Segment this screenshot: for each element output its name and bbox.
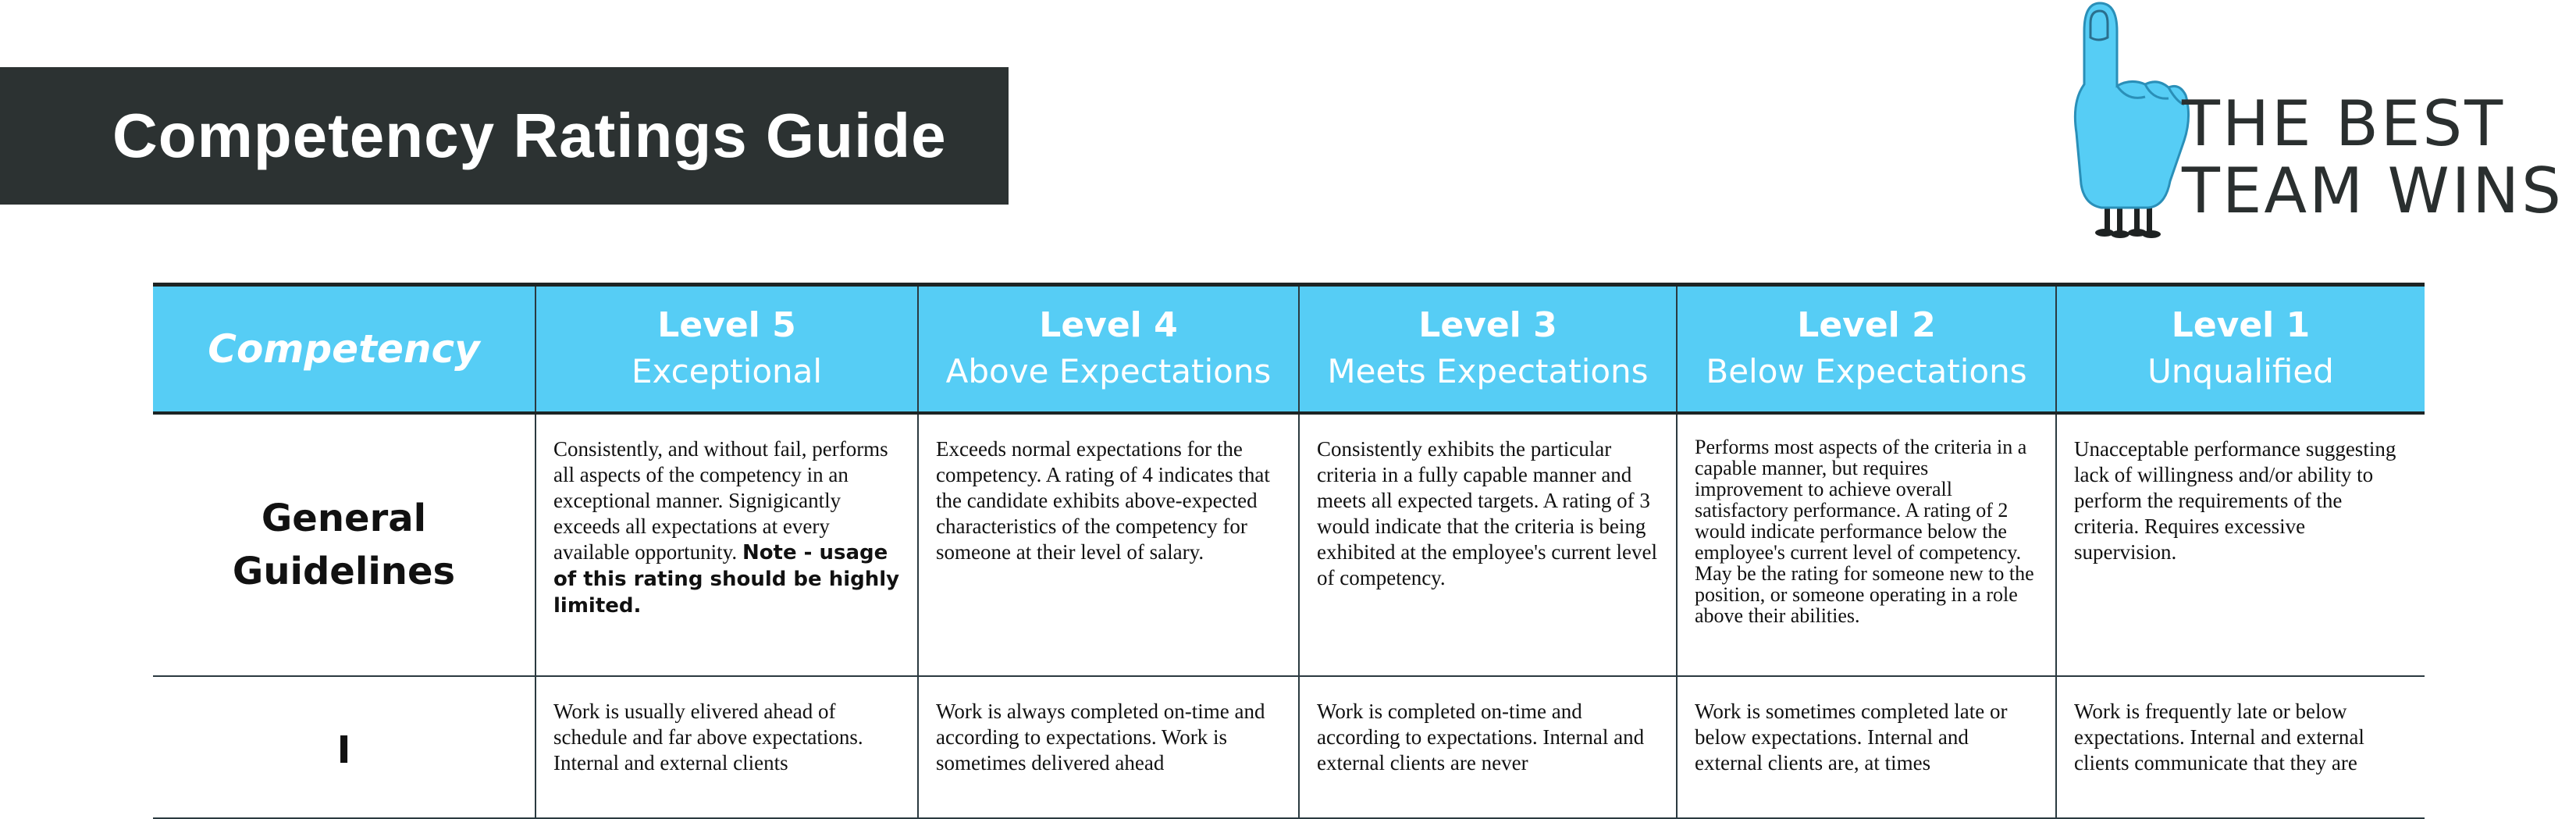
table-row <box>153 676 2425 818</box>
column-header-level-1: Level 1 Unqualified <box>2056 285 2425 414</box>
usage-note: Note - usage of this rating should be highly limited. <box>553 541 900 618</box>
logo-line-1: THE BEST <box>2182 87 2506 160</box>
column-header-level-3: Level 3 Meets Expectations <box>1299 285 1677 414</box>
competency-table <box>153 283 2425 819</box>
logo-line-2: TEAM WINS <box>2182 155 2564 227</box>
column-header-level-2: Level 2 Below Expectations <box>1677 285 2056 414</box>
row-header-partial: I <box>153 676 535 818</box>
page-title: Competency Ratings Guide <box>112 101 947 170</box>
table-cell: Consistently exhibits the particular criteria in a fully capable manner and meets all expected targets. A rating of 3 would indicate that the criteria is being exhibited at the employee's current level of competency. <box>1299 413 1677 676</box>
table-cell: Unacceptable performance suggesting lack of willingness and/or ability to perform the requirements of the criteria. Requires excessive supervision. <box>2056 413 2425 676</box>
table-cell: Work is usually elivered ahead of schedule and far above expectations. Internal and external clients <box>535 676 918 818</box>
table-cell: Work is frequently late or below expectations. Internal and external clients communicate that they are <box>2056 676 2425 818</box>
row-header-general-guidelines: General Guidelines <box>153 413 535 676</box>
column-header-level-5: Level 5 Exceptional <box>535 285 918 414</box>
table-cell: Work is completed on-time and according to expectations. Internal and external clients are never <box>1299 676 1677 818</box>
column-header-level-4: Level 4 Above Expectations <box>918 285 1299 414</box>
table-row <box>153 413 2425 676</box>
table-cell: Exceeds normal expectations for the competency. A rating of 4 indicates that the candidate exhibits above-expected characteristics of the competency for someone at their level of salary. <box>918 413 1299 676</box>
column-header-competency: Competency <box>153 285 535 414</box>
logo-wordmark <box>2182 87 2564 227</box>
table-cell: Consistently, and without fail, performs all aspects of the competency in an exceptional manner. Signigicantly exceeds all expectations at every available opportunity. Note - usage of this rating should be highly limited. <box>535 413 918 676</box>
table-cell: Work is always completed on-time and according to expectations. Work is sometimes delivered ahead <box>918 676 1299 818</box>
table-cell: Work is sometimes completed late or below expectations. Internal and external clients are, at times <box>1677 676 2056 818</box>
table-header-row <box>153 285 2425 414</box>
table-cell: Performs most aspects of the criteria in a capable manner, but requires improvement to achieve overall satisfactory performance. A rating of 2 would indicate performance below the employee's current level of competency. May be the rating for someone new to the position, or someone operating in a role above their abilities. <box>1677 413 2056 676</box>
title-bar <box>0 67 1009 205</box>
